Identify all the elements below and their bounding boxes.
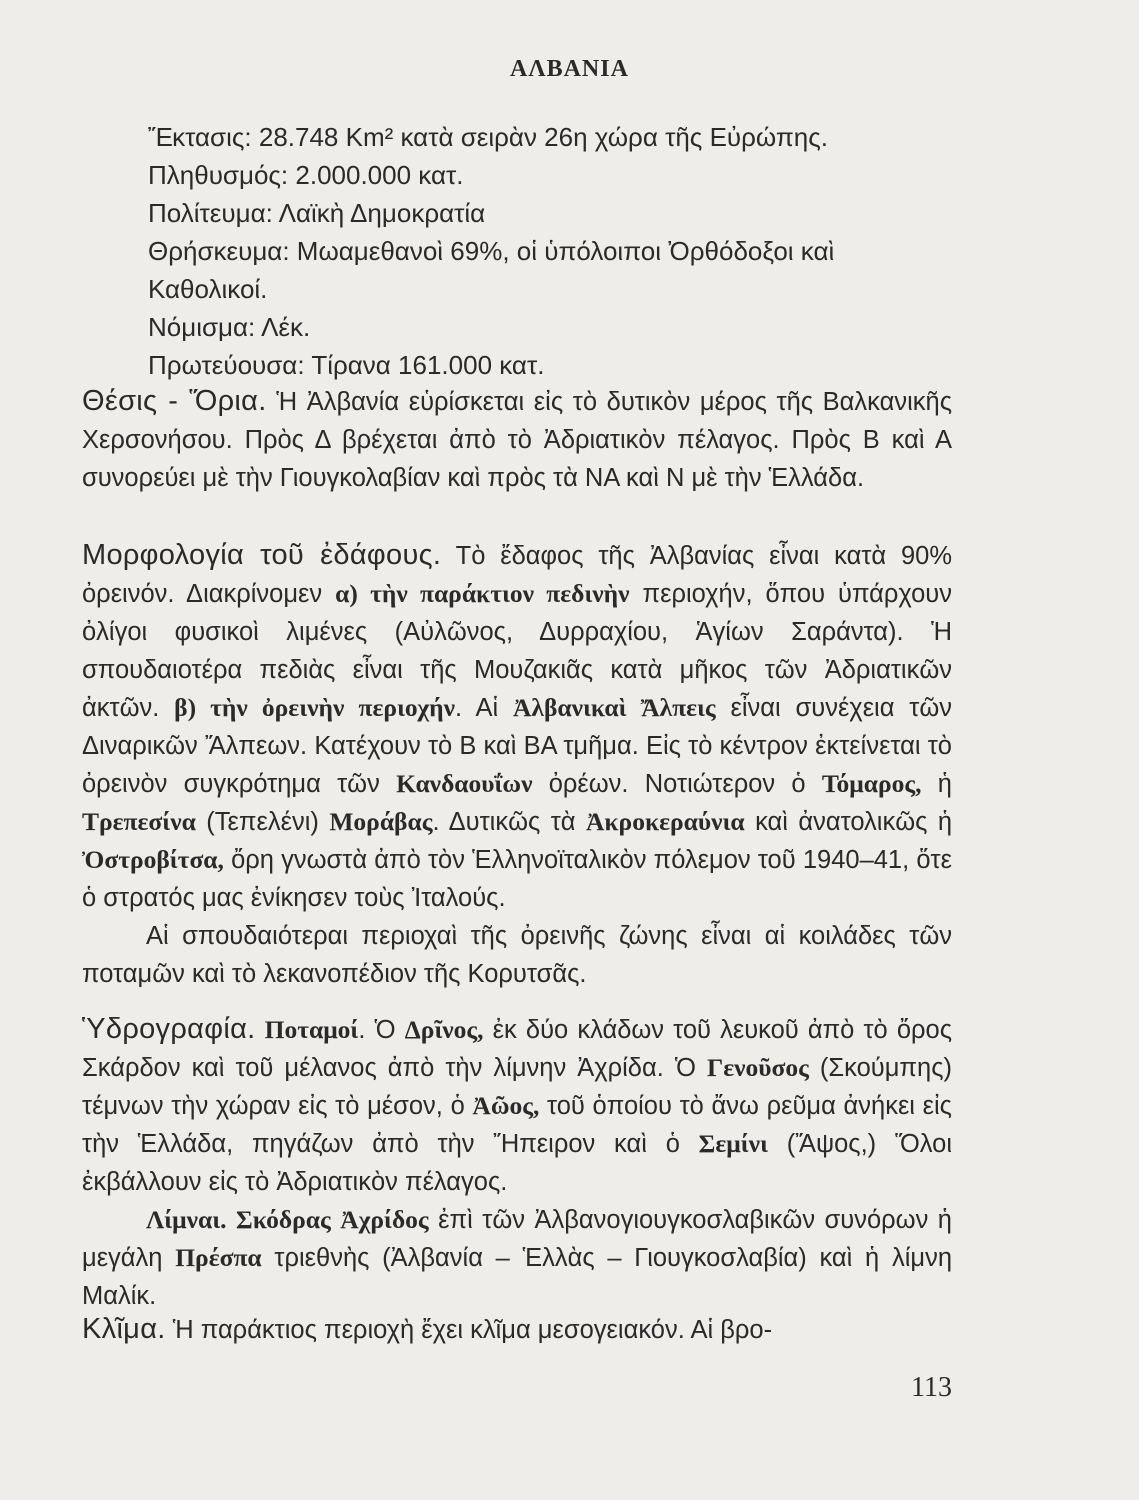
lakes-heading: Λίμναι. bbox=[146, 1205, 227, 1234]
hydrography-text: ἐκ δύο κλάδων τοῦ λευκοῦ ἀπὸ τὸ ὄρος Σκάρδον καὶ τοῦ μέλανος ἀπὸ τὴν λίμνην Ἀχρίδα. Ὁ bbox=[82, 1016, 953, 1082]
lakes-text: ἐπὶ τῶν Ἀλβανογιουγκοσλαβικῶν συνόρων ἡ μεγάλη bbox=[82, 1206, 952, 1272]
morphology-text: (Τεπελένι) bbox=[206, 808, 319, 836]
morphology-bold-term: Ὀστροβίτσα, bbox=[82, 845, 224, 874]
morphology-bold-term: Τόμαρος, bbox=[821, 769, 922, 798]
fact-government: Πολίτευμα: Λαϊκὴ Δημοκρατία bbox=[148, 198, 486, 228]
morphology-bold-term: Ἀλβανικαὶ Ἄλπεις bbox=[513, 693, 716, 722]
hydrography-bold-term: Ἀῶος, bbox=[472, 1091, 540, 1120]
country-facts bbox=[148, 118, 948, 384]
fact-capital: Πρωτεύουσα: Τίρανα 161.000 κατ. bbox=[148, 350, 545, 380]
morphology-text: καὶ ἀνατολικῶς ἡ bbox=[755, 808, 953, 836]
hydrography-text: . Ὁ bbox=[358, 1016, 396, 1044]
borders-text: Ἡ Ἀλβανία εὑρίσκεται εἰς τὸ δυτικὸν μέρος τῆς Βαλκανικῆς Χερσονήσου. Πρὸς Δ βρέχεται ἀπὸ τὸ Ἀδριατικὸν πέλαγος. Πρὸς Β καὶ Α συνορεύει μὲ τὴν Γιουγκολαβίαν καὶ πρὸς τὰ ΝΑ καὶ Ν μὲ τὴν Ἑλλάδα. bbox=[82, 388, 952, 492]
morphology-text: ἡ bbox=[937, 770, 952, 798]
fact-currency: Νόμισμα: Λέκ. bbox=[148, 312, 311, 342]
morphology-text: ὀρέων. Νοτιώτερον ὁ bbox=[548, 770, 806, 798]
morphology-bold-term: Ἀκροκεραύνια bbox=[585, 807, 745, 836]
hydrography-text: τοῦ ὁποίου τὸ ἄνω ρεῦμα ἀνήκει εἰς τὴν Ἑλλάδα, πηγάζων ἀπὸ τὴν Ἤπειρον καὶ ὁ bbox=[82, 1092, 952, 1158]
morphology-text: περιοχήν, ὅπου ὑπάρχουν ὀλίγοι φυσικοὶ λιμένες (Αὐλῶνος, Δυρραχίου, Ἁγίων Σαράντα). Ἡ σπουδαιοτέρα πεδιὰς εἶναι τῆς Μουζακιᾶς κατὰ μῆκος τῶν Ἀδριατικῶν ἀκτῶν. bbox=[82, 580, 953, 722]
hydrography-text: (Σκούμπης) τέμνων τὴν χώραν εἰς τὸ μέσον, ὁ bbox=[82, 1054, 952, 1120]
hydrography-heading: Ὑδρογραφία. bbox=[82, 1013, 256, 1045]
morphology-text: . Αἱ bbox=[455, 694, 499, 722]
hydrography-bold-term: Γενοῦσος bbox=[706, 1053, 809, 1082]
fact-religion: Θρήσκευμα: Μωαμεθανοὶ 69%, οἱ ὑπόλοιποι Ὀρθόδοξοι καὶ bbox=[148, 236, 835, 266]
morphology-heading: Μορφολογία τοῦ ἐδάφους. bbox=[82, 539, 442, 571]
section-climate bbox=[82, 1310, 952, 1349]
hydrography-bold-term: Δρῖνος, bbox=[404, 1015, 484, 1044]
lakes-bold-term: Ἀχρίδος bbox=[340, 1205, 429, 1234]
morphology-bold-term: Μοράβας bbox=[329, 807, 433, 836]
fact-religion-continued: Καθολικοί. bbox=[148, 274, 268, 304]
morphology-bold-term: Τρεπεσίνα bbox=[82, 807, 196, 836]
fact-population: Πληθυσμός: 2.000.000 κατ. bbox=[148, 160, 464, 190]
hydrography-text: (Ἄψος,) Ὅλοι ἐκβάλλουν εἰς τὸ Ἀδριατικὸν πέλαγος. bbox=[82, 1130, 952, 1196]
morphology-text: εἶναι συνέχεια τῶν Διναρικῶν Ἄλπεων. Κατέχουν τὸ Β καὶ ΒΑ τμῆμα. Εἰς τὸ κέντρον ἐκτείνεται τὸ ὀρεινὸν συγκρότημα τῶν bbox=[82, 694, 953, 798]
hydrography-bold-term: Ποταμοί bbox=[264, 1015, 359, 1044]
morphology-bold-term: α) τὴν παράκτιον πεδινὴν bbox=[335, 579, 630, 608]
fact-area: Ἔκτασις: 28.748 Km² κατὰ σειρὰν 26η χώρα τῆς Εὐρώπης. bbox=[148, 122, 828, 152]
morphology-text: . Δυτικῶς τὰ bbox=[432, 808, 576, 836]
morphology-text: Τὸ ἔδαφος τῆς Ἀλβανίας εἶναι κατὰ 90% ὀρεινόν. Διακρίνομεν bbox=[82, 542, 953, 608]
borders-heading: Θέσις - Ὅρια. bbox=[82, 385, 267, 417]
page-number: 113 bbox=[911, 1372, 952, 1403]
section-borders bbox=[82, 382, 952, 497]
section-hydrography bbox=[82, 1010, 952, 1315]
hydrography-bold-term: Σεμίνι bbox=[698, 1129, 768, 1158]
morphology-bold-term: β) τὴν ὀρεινὴν περιοχήν bbox=[174, 693, 455, 722]
climate-heading: Κλῖμα. bbox=[82, 1313, 166, 1345]
lakes-bold-term: Πρέσπα bbox=[175, 1243, 262, 1272]
morphology-bold-term: Κανδαουΐων bbox=[396, 769, 533, 798]
climate-text: Ἡ παράκτιος περιοχὴ ἔχει κλῖμα μεσογειακόν. Αἱ βρο- bbox=[172, 1316, 773, 1344]
page-title: ΑΛΒΑΝΙΑ bbox=[510, 56, 629, 82]
morphology-text: ὄρη γνωστὰ ἀπὸ τὸν Ἑλληνοϊταλικὸν πόλεμον τοῦ 1940–41, ὅτε ὁ στρατός μας ἐνίκησεν τοὺς Ἰταλούς. bbox=[82, 846, 952, 912]
morphology-paragraph-2: Αἱ σπουδαιότεραι περιοχαὶ τῆς ὀρεινῆς ζώνης εἶναι αἱ κοιλάδες τῶν ποταμῶν καὶ τὸ λεκανοπέδιον τῆς Κορυτσᾶς. bbox=[82, 922, 952, 988]
lakes-bold-term: Σκόδρας bbox=[236, 1205, 331, 1234]
section-morphology bbox=[82, 536, 952, 993]
lakes-text: τριεθνὴς (Ἀλβανία – Ἑλλὰς – Γιουγκοσλαβία) καὶ ἡ λίμνη Μαλίκ. bbox=[82, 1244, 953, 1310]
